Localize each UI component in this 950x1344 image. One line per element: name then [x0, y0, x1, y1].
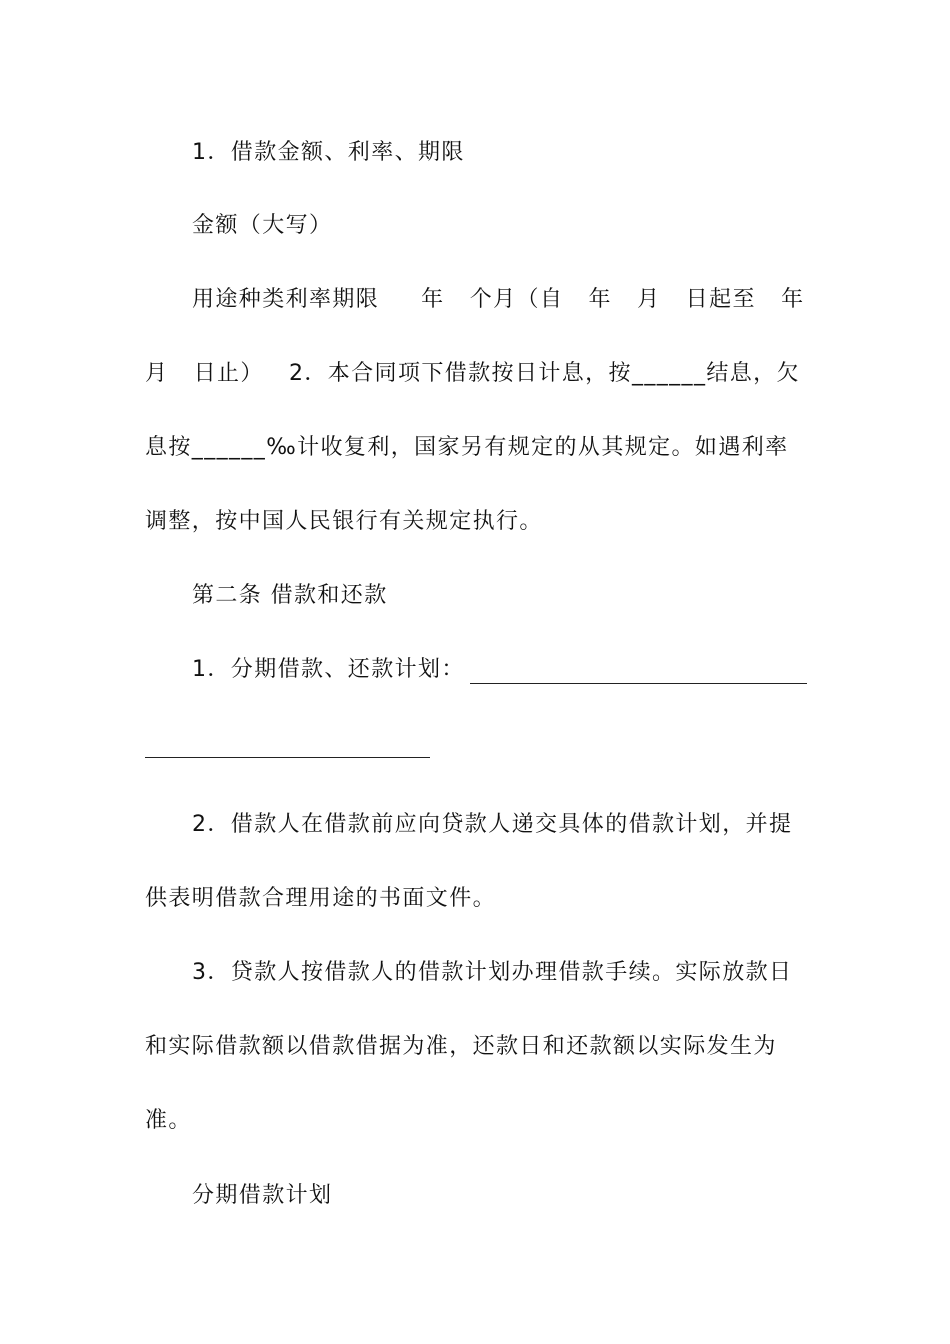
- clause-2-line-1: 2．借款人在借款前应向贷款人递交具体的借款计划，并提: [192, 812, 793, 837]
- compound-interest-line: 息按______‰计收复利，国家另有规定的从其规定。如遇利率: [145, 435, 789, 460]
- loan-purpose-line: 用途种类利率期限 年 个月（自 年 月 日起至 年: [192, 287, 805, 312]
- clause-3-line-1: 3．贷款人按借款人的借款计划办理借款手续。实际放款日: [192, 960, 793, 985]
- repayment-plan-label: 1．分期借款、还款计划：: [192, 657, 465, 682]
- rate-adjustment-line: 调整，按中国人民银行有关规定执行。: [145, 509, 543, 534]
- clause-1-heading: 1．借款金额、利率、期限: [192, 140, 465, 165]
- article-2-heading: 第二条 借款和还款: [192, 583, 388, 608]
- amount-label: 金额（大写）: [192, 213, 333, 238]
- clause-3-line-3: 准。: [145, 1108, 192, 1133]
- clause-3-line-2: 和实际借款额以借款借据为准，还款日和还款额以实际发生为: [145, 1034, 777, 1059]
- clause-2-line-2: 供表明借款合理用途的书面文件。: [145, 886, 497, 911]
- installment-plan-heading: 分期借款计划: [192, 1183, 333, 1208]
- repayment-plan-blank-2: [145, 757, 430, 758]
- interest-calc-line: 月 日止） 2．本合同项下借款按日计息，按______结息，欠: [145, 361, 800, 386]
- repayment-plan-blank-1: [470, 683, 807, 684]
